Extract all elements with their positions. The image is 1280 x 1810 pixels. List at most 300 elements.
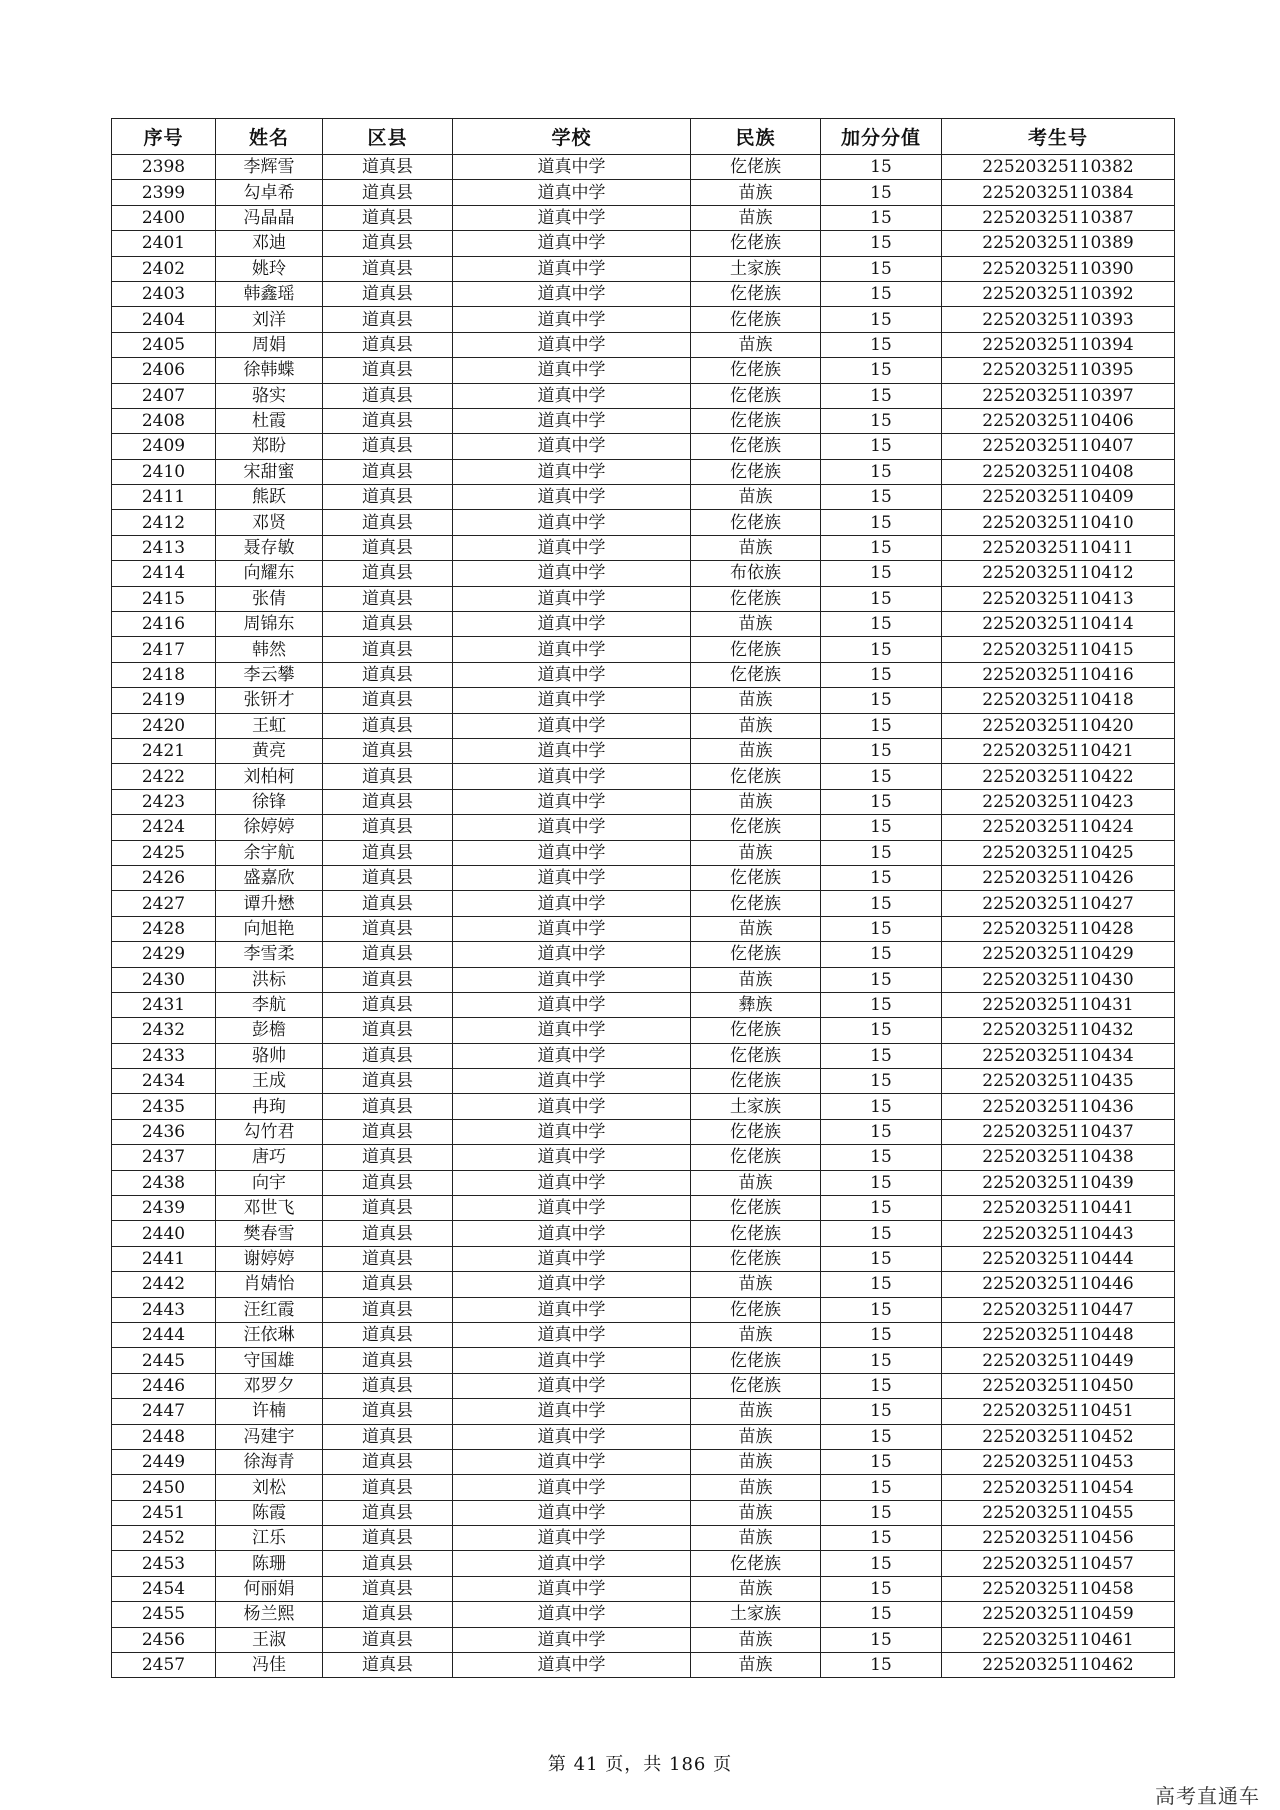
cell-exam-number: 22520325110394 <box>942 332 1175 357</box>
cell-school: 道真中学 <box>453 459 691 484</box>
cell-bonus-points: 15 <box>821 992 942 1017</box>
cell-school: 道真中学 <box>453 764 691 789</box>
cell-name: 韩鑫瑶 <box>216 281 323 306</box>
cell-name: 徐婷婷 <box>216 815 323 840</box>
table-row <box>112 891 1175 916</box>
cell-county: 道真县 <box>323 180 453 205</box>
cell-bonus-points: 15 <box>821 281 942 306</box>
cell-name: 邓世飞 <box>216 1196 323 1221</box>
cell-bonus-points: 15 <box>821 662 942 687</box>
table-body <box>112 155 1175 1678</box>
cell-county: 道真县 <box>323 1576 453 1601</box>
cell-school: 道真中学 <box>453 1526 691 1551</box>
cell-exam-number: 22520325110389 <box>942 231 1175 256</box>
cell-exam-number: 22520325110392 <box>942 281 1175 306</box>
cell-ethnicity: 苗族 <box>691 1475 821 1500</box>
cell-county: 道真县 <box>323 815 453 840</box>
cell-bonus-points: 15 <box>821 180 942 205</box>
cell-bonus-points: 15 <box>821 1094 942 1119</box>
cell-name: 守国雄 <box>216 1348 323 1373</box>
cell-school: 道真中学 <box>453 713 691 738</box>
table-row <box>112 1018 1175 1043</box>
cell-ethnicity: 仡佬族 <box>691 281 821 306</box>
table-row <box>112 1576 1175 1601</box>
cell-exam-number: 22520325110443 <box>942 1221 1175 1246</box>
table-row <box>112 1221 1175 1246</box>
cell-bonus-points: 15 <box>821 1018 942 1043</box>
cell-county: 道真县 <box>323 1018 453 1043</box>
cell-school: 道真中学 <box>453 1119 691 1144</box>
header-school: 学校 <box>453 119 691 155</box>
cell-exam-number: 22520325110387 <box>942 205 1175 230</box>
table-row <box>112 738 1175 763</box>
cell-school: 道真中学 <box>453 1297 691 1322</box>
cell-exam-number: 22520325110450 <box>942 1373 1175 1398</box>
cell-bonus-points: 15 <box>821 332 942 357</box>
cell-name: 勾竹君 <box>216 1119 323 1144</box>
cell-county: 道真县 <box>323 1170 453 1195</box>
cell-ethnicity: 仡佬族 <box>691 1551 821 1576</box>
cell-county: 道真县 <box>323 1627 453 1652</box>
cell-bonus-points: 15 <box>821 840 942 865</box>
cell-school: 道真中学 <box>453 1272 691 1297</box>
cell-bonus-points: 15 <box>821 358 942 383</box>
table-row <box>112 155 1175 180</box>
table-row <box>112 281 1175 306</box>
cell-index: 2449 <box>112 1449 216 1474</box>
cell-ethnicity: 仡佬族 <box>691 510 821 535</box>
cell-ethnicity: 仡佬族 <box>691 408 821 433</box>
cell-name: 张钘才 <box>216 688 323 713</box>
table-row <box>112 1526 1175 1551</box>
header-county: 区县 <box>323 119 453 155</box>
cell-name: 张倩 <box>216 586 323 611</box>
cell-name: 谢婷婷 <box>216 1246 323 1271</box>
table-row <box>112 688 1175 713</box>
cell-exam-number: 22520325110457 <box>942 1551 1175 1576</box>
cell-county: 道真县 <box>323 155 453 180</box>
cell-bonus-points: 15 <box>821 205 942 230</box>
cell-bonus-points: 15 <box>821 1526 942 1551</box>
cell-county: 道真县 <box>323 383 453 408</box>
cell-exam-number: 22520325110455 <box>942 1500 1175 1525</box>
cell-index: 2400 <box>112 205 216 230</box>
cell-name: 宋甜蜜 <box>216 459 323 484</box>
cell-ethnicity: 仡佬族 <box>691 1119 821 1144</box>
cell-index: 2435 <box>112 1094 216 1119</box>
cell-index: 2411 <box>112 485 216 510</box>
header-name: 姓名 <box>216 119 323 155</box>
cell-ethnicity: 仡佬族 <box>691 1348 821 1373</box>
table-row <box>112 485 1175 510</box>
cell-county: 道真县 <box>323 307 453 332</box>
cell-exam-number: 22520325110458 <box>942 1576 1175 1601</box>
cell-school: 道真中学 <box>453 1373 691 1398</box>
cell-school: 道真中学 <box>453 1475 691 1500</box>
table-row <box>112 434 1175 459</box>
cell-exam-number: 22520325110382 <box>942 155 1175 180</box>
cell-index: 2407 <box>112 383 216 408</box>
cell-index: 2422 <box>112 764 216 789</box>
cell-bonus-points: 15 <box>821 1475 942 1500</box>
cell-county: 道真县 <box>323 1145 453 1170</box>
cell-name: 肖婧怡 <box>216 1272 323 1297</box>
cell-county: 道真县 <box>323 916 453 941</box>
cell-ethnicity: 苗族 <box>691 1424 821 1449</box>
cell-index: 2450 <box>112 1475 216 1500</box>
table-row <box>112 789 1175 814</box>
cell-exam-number: 22520325110444 <box>942 1246 1175 1271</box>
cell-exam-number: 22520325110390 <box>942 256 1175 281</box>
cell-exam-number: 22520325110430 <box>942 967 1175 992</box>
cell-school: 道真中学 <box>453 1043 691 1068</box>
cell-ethnicity: 苗族 <box>691 535 821 560</box>
cell-county: 道真县 <box>323 459 453 484</box>
cell-name: 刘松 <box>216 1475 323 1500</box>
cell-school: 道真中学 <box>453 1500 691 1525</box>
cell-ethnicity: 仡佬族 <box>691 815 821 840</box>
cell-name: 周锦东 <box>216 612 323 637</box>
cell-name: 唐巧 <box>216 1145 323 1170</box>
cell-county: 道真县 <box>323 967 453 992</box>
cell-index: 2436 <box>112 1119 216 1144</box>
cell-school: 道真中学 <box>453 307 691 332</box>
cell-ethnicity: 仡佬族 <box>691 942 821 967</box>
cell-county: 道真县 <box>323 789 453 814</box>
cell-school: 道真中学 <box>453 865 691 890</box>
header-bonus-points: 加分分值 <box>821 119 942 155</box>
cell-school: 道真中学 <box>453 510 691 535</box>
cell-ethnicity: 苗族 <box>691 180 821 205</box>
cell-ethnicity: 仡佬族 <box>691 891 821 916</box>
cell-index: 2431 <box>112 992 216 1017</box>
cell-name: 李辉雪 <box>216 155 323 180</box>
cell-school: 道真中学 <box>453 1069 691 1094</box>
cell-exam-number: 22520325110436 <box>942 1094 1175 1119</box>
cell-name: 邓贤 <box>216 510 323 535</box>
cell-name: 余宇航 <box>216 840 323 865</box>
cell-school: 道真中学 <box>453 738 691 763</box>
cell-school: 道真中学 <box>453 637 691 662</box>
cell-name: 何丽娟 <box>216 1576 323 1601</box>
cell-bonus-points: 15 <box>821 891 942 916</box>
cell-county: 道真县 <box>323 1246 453 1271</box>
cell-county: 道真县 <box>323 1221 453 1246</box>
cell-exam-number: 22520325110447 <box>942 1297 1175 1322</box>
cell-name: 徐海青 <box>216 1449 323 1474</box>
cell-school: 道真中学 <box>453 789 691 814</box>
cell-bonus-points: 15 <box>821 383 942 408</box>
cell-exam-number: 22520325110395 <box>942 358 1175 383</box>
cell-exam-number: 22520325110434 <box>942 1043 1175 1068</box>
cell-name: 彭檐 <box>216 1018 323 1043</box>
cell-county: 道真县 <box>323 485 453 510</box>
cell-county: 道真县 <box>323 1348 453 1373</box>
table-row <box>112 205 1175 230</box>
cell-exam-number: 22520325110407 <box>942 434 1175 459</box>
cell-county: 道真县 <box>323 1297 453 1322</box>
table-row <box>112 637 1175 662</box>
cell-name: 陈珊 <box>216 1551 323 1576</box>
cell-index: 2451 <box>112 1500 216 1525</box>
table-row <box>112 1449 1175 1474</box>
cell-county: 道真县 <box>323 688 453 713</box>
cell-name: 陈霞 <box>216 1500 323 1525</box>
table-row <box>112 1551 1175 1576</box>
cell-index: 2447 <box>112 1399 216 1424</box>
cell-name: 郑盼 <box>216 434 323 459</box>
cell-ethnicity: 土家族 <box>691 1602 821 1627</box>
cell-county: 道真县 <box>323 510 453 535</box>
cell-ethnicity: 仡佬族 <box>691 459 821 484</box>
cell-index: 2409 <box>112 434 216 459</box>
cell-exam-number: 22520325110429 <box>942 942 1175 967</box>
cell-county: 道真县 <box>323 1449 453 1474</box>
table-row <box>112 1322 1175 1347</box>
cell-county: 道真县 <box>323 637 453 662</box>
cell-school: 道真中学 <box>453 180 691 205</box>
cell-name: 江乐 <box>216 1526 323 1551</box>
cell-exam-number: 22520325110441 <box>942 1196 1175 1221</box>
cell-bonus-points: 15 <box>821 612 942 637</box>
cell-name: 冯佳 <box>216 1653 323 1678</box>
cell-school: 道真中学 <box>453 408 691 433</box>
cell-exam-number: 22520325110437 <box>942 1119 1175 1144</box>
cell-bonus-points: 15 <box>821 637 942 662</box>
cell-bonus-points: 15 <box>821 307 942 332</box>
cell-ethnicity: 土家族 <box>691 256 821 281</box>
cell-bonus-points: 15 <box>821 510 942 535</box>
cell-name: 杜霞 <box>216 408 323 433</box>
cell-name: 聂存敏 <box>216 535 323 560</box>
cell-county: 道真县 <box>323 1551 453 1576</box>
cell-county: 道真县 <box>323 408 453 433</box>
cell-ethnicity: 苗族 <box>691 1170 821 1195</box>
cell-ethnicity: 仡佬族 <box>691 1043 821 1068</box>
cell-index: 2432 <box>112 1018 216 1043</box>
cell-index: 2440 <box>112 1221 216 1246</box>
table-row <box>112 307 1175 332</box>
cell-bonus-points: 15 <box>821 1322 942 1347</box>
cell-name: 冯建宇 <box>216 1424 323 1449</box>
cell-index: 2414 <box>112 561 216 586</box>
cell-index: 2421 <box>112 738 216 763</box>
cell-school: 道真中学 <box>453 383 691 408</box>
cell-name: 邓迪 <box>216 231 323 256</box>
cell-exam-number: 22520325110420 <box>942 713 1175 738</box>
table-row <box>112 1348 1175 1373</box>
cell-school: 道真中学 <box>453 1551 691 1576</box>
cell-exam-number: 22520325110412 <box>942 561 1175 586</box>
cell-county: 道真县 <box>323 1602 453 1627</box>
cell-bonus-points: 15 <box>821 586 942 611</box>
cell-bonus-points: 15 <box>821 1348 942 1373</box>
cell-name: 汪红霞 <box>216 1297 323 1322</box>
table-row <box>112 840 1175 865</box>
cell-exam-number: 22520325110424 <box>942 815 1175 840</box>
table-row <box>112 662 1175 687</box>
cell-school: 道真中学 <box>453 1196 691 1221</box>
table-row <box>112 713 1175 738</box>
table-row <box>112 256 1175 281</box>
cell-name: 李云攀 <box>216 662 323 687</box>
table-row <box>112 1170 1175 1195</box>
cell-ethnicity: 仡佬族 <box>691 637 821 662</box>
cell-index: 2410 <box>112 459 216 484</box>
cell-index: 2444 <box>112 1322 216 1347</box>
cell-name: 周娟 <box>216 332 323 357</box>
cell-index: 2419 <box>112 688 216 713</box>
cell-exam-number: 22520325110459 <box>942 1602 1175 1627</box>
cell-index: 2441 <box>112 1246 216 1271</box>
cell-index: 2408 <box>112 408 216 433</box>
cell-index: 2439 <box>112 1196 216 1221</box>
cell-ethnicity: 苗族 <box>691 332 821 357</box>
cell-ethnicity: 苗族 <box>691 485 821 510</box>
cell-exam-number: 22520325110416 <box>942 662 1175 687</box>
cell-exam-number: 22520325110408 <box>942 459 1175 484</box>
cell-exam-number: 22520325110425 <box>942 840 1175 865</box>
cell-ethnicity: 仡佬族 <box>691 586 821 611</box>
cell-ethnicity: 苗族 <box>691 967 821 992</box>
cell-bonus-points: 15 <box>821 865 942 890</box>
cell-exam-number: 22520325110428 <box>942 916 1175 941</box>
cell-ethnicity: 仡佬族 <box>691 1297 821 1322</box>
cell-school: 道真中学 <box>453 1246 691 1271</box>
cell-exam-number: 22520325110406 <box>942 408 1175 433</box>
cell-county: 道真县 <box>323 1196 453 1221</box>
cell-index: 2455 <box>112 1602 216 1627</box>
table-row <box>112 358 1175 383</box>
cell-school: 道真中学 <box>453 358 691 383</box>
cell-bonus-points: 15 <box>821 1399 942 1424</box>
cell-exam-number: 22520325110397 <box>942 383 1175 408</box>
watermark: 高考直通车 <box>1155 1784 1260 1808</box>
cell-name: 李雪柔 <box>216 942 323 967</box>
cell-name: 向耀东 <box>216 561 323 586</box>
cell-index: 2423 <box>112 789 216 814</box>
cell-exam-number: 22520325110423 <box>942 789 1175 814</box>
table-row <box>112 1627 1175 1652</box>
cell-county: 道真县 <box>323 840 453 865</box>
cell-school: 道真中学 <box>453 612 691 637</box>
cell-ethnicity: 彝族 <box>691 992 821 1017</box>
cell-bonus-points: 15 <box>821 1424 942 1449</box>
cell-index: 2446 <box>112 1373 216 1398</box>
table-row <box>112 967 1175 992</box>
cell-exam-number: 22520325110451 <box>942 1399 1175 1424</box>
cell-index: 2425 <box>112 840 216 865</box>
cell-ethnicity: 苗族 <box>691 1322 821 1347</box>
cell-bonus-points: 15 <box>821 764 942 789</box>
cell-bonus-points: 15 <box>821 1297 942 1322</box>
cell-name: 王虹 <box>216 713 323 738</box>
header-index: 序号 <box>112 119 216 155</box>
cell-ethnicity: 仡佬族 <box>691 764 821 789</box>
page-number: 第 41 页，共 186 页 <box>547 1754 733 1775</box>
cell-ethnicity: 苗族 <box>691 916 821 941</box>
table-row <box>112 1297 1175 1322</box>
cell-index: 2424 <box>112 815 216 840</box>
cell-exam-number: 22520325110435 <box>942 1069 1175 1094</box>
cell-bonus-points: 15 <box>821 231 942 256</box>
cell-name: 王成 <box>216 1069 323 1094</box>
cell-index: 2406 <box>112 358 216 383</box>
cell-county: 道真县 <box>323 1043 453 1068</box>
cell-ethnicity: 苗族 <box>691 1526 821 1551</box>
cell-index: 2403 <box>112 281 216 306</box>
cell-bonus-points: 15 <box>821 256 942 281</box>
cell-exam-number: 22520325110438 <box>942 1145 1175 1170</box>
cell-name: 向宇 <box>216 1170 323 1195</box>
cell-ethnicity: 苗族 <box>691 789 821 814</box>
cell-ethnicity: 仡佬族 <box>691 231 821 256</box>
cell-bonus-points: 15 <box>821 789 942 814</box>
table-row <box>112 1196 1175 1221</box>
cell-name: 杨兰熙 <box>216 1602 323 1627</box>
cell-name: 徐韩蝶 <box>216 358 323 383</box>
cell-index: 2401 <box>112 231 216 256</box>
cell-bonus-points: 15 <box>821 1653 942 1678</box>
cell-county: 道真县 <box>323 1399 453 1424</box>
cell-index: 2442 <box>112 1272 216 1297</box>
cell-county: 道真县 <box>323 205 453 230</box>
cell-school: 道真中学 <box>453 942 691 967</box>
cell-bonus-points: 15 <box>821 1500 942 1525</box>
cell-index: 2453 <box>112 1551 216 1576</box>
cell-school: 道真中学 <box>453 155 691 180</box>
cell-school: 道真中学 <box>453 332 691 357</box>
cell-name: 向旭艳 <box>216 916 323 941</box>
cell-ethnicity: 仡佬族 <box>691 434 821 459</box>
cell-ethnicity: 仡佬族 <box>691 155 821 180</box>
cell-ethnicity: 仡佬族 <box>691 1221 821 1246</box>
cell-school: 道真中学 <box>453 535 691 560</box>
table-row <box>112 510 1175 535</box>
cell-exam-number: 22520325110462 <box>942 1653 1175 1678</box>
table-row <box>112 1272 1175 1297</box>
cell-index: 2416 <box>112 612 216 637</box>
table-row <box>112 1500 1175 1525</box>
cell-exam-number: 22520325110409 <box>942 485 1175 510</box>
cell-name: 王淑 <box>216 1627 323 1652</box>
table-row <box>112 916 1175 941</box>
cell-bonus-points: 15 <box>821 967 942 992</box>
cell-ethnicity: 仡佬族 <box>691 865 821 890</box>
cell-school: 道真中学 <box>453 434 691 459</box>
cell-name: 冯晶晶 <box>216 205 323 230</box>
cell-county: 道真县 <box>323 434 453 459</box>
cell-county: 道真县 <box>323 865 453 890</box>
cell-ethnicity: 仡佬族 <box>691 1373 821 1398</box>
cell-county: 道真县 <box>323 586 453 611</box>
cell-school: 道真中学 <box>453 281 691 306</box>
cell-county: 道真县 <box>323 1094 453 1119</box>
cell-index: 2428 <box>112 916 216 941</box>
table-row <box>112 1653 1175 1678</box>
cell-bonus-points: 15 <box>821 815 942 840</box>
cell-county: 道真县 <box>323 281 453 306</box>
cell-index: 2427 <box>112 891 216 916</box>
cell-index: 2404 <box>112 307 216 332</box>
cell-exam-number: 22520325110439 <box>942 1170 1175 1195</box>
cell-county: 道真县 <box>323 1500 453 1525</box>
cell-ethnicity: 苗族 <box>691 612 821 637</box>
cell-index: 2457 <box>112 1653 216 1678</box>
cell-exam-number: 22520325110452 <box>942 1424 1175 1449</box>
cell-school: 道真中学 <box>453 1170 691 1195</box>
table-row <box>112 586 1175 611</box>
